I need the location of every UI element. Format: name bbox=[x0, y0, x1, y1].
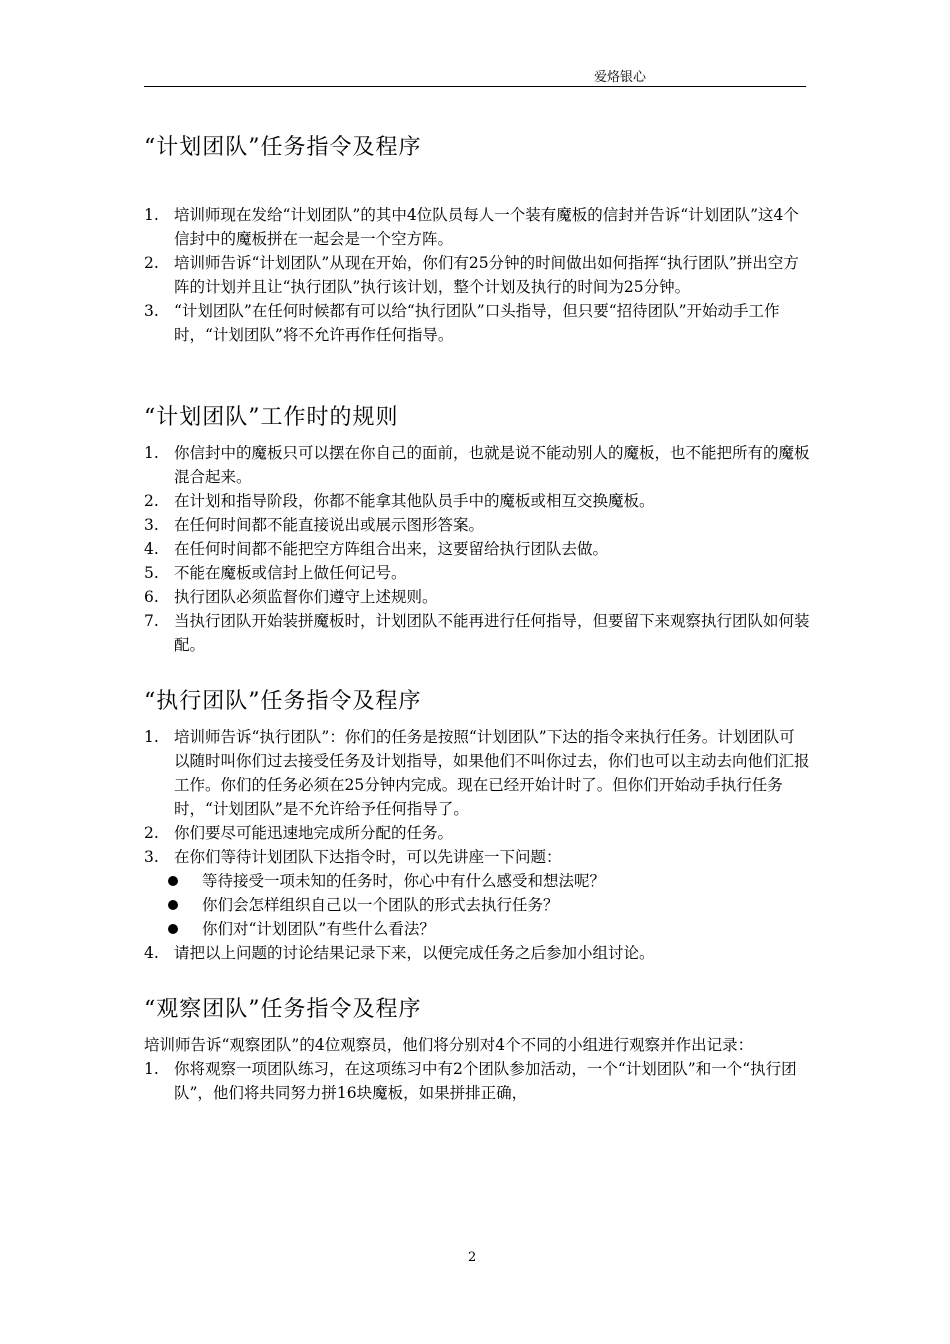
list-text: 执行团队必须监督你们遵守上述规则。 bbox=[174, 588, 438, 606]
exec-task-list-continued bbox=[144, 941, 810, 965]
list-text: 你信封中的魔板只可以摆在你自己的面前，也就是说不能动别人的魔板，也不能把所有的魔板混合起来。 bbox=[174, 444, 810, 486]
bullet-dot-icon bbox=[168, 924, 178, 934]
document-body bbox=[144, 130, 810, 1105]
bullet-item bbox=[144, 893, 810, 917]
list-item bbox=[144, 513, 810, 537]
list-text: 在计划和指导阶段，你都不能拿其他队员手中的魔板或相互交换魔板。 bbox=[174, 492, 655, 510]
list-number: 6. bbox=[144, 588, 159, 606]
list-number: 2. bbox=[144, 824, 159, 842]
exec-task-list bbox=[144, 725, 810, 869]
bullet-text: 你们会怎样组织自己以一个团队的形式去执行任务？ bbox=[202, 896, 559, 914]
section-title-plan-rules: “计划团队”工作时的规则 bbox=[144, 405, 399, 430]
bullet-text: 你们对“计划团队”有些什么看法？ bbox=[202, 920, 435, 938]
list-number: 3. bbox=[144, 516, 159, 534]
list-text: “计划团队”在任何时候都有可以给“执行团队”口头指导，但只要“招待团队”开始动手工作时，“计划团队”将不允许再作任何指导。 bbox=[174, 302, 780, 344]
list-number: 4. bbox=[144, 540, 159, 558]
list-item bbox=[144, 203, 810, 251]
list-text: 在任何时间都不能把空方阵组合出来，这要留给执行团队去做。 bbox=[174, 540, 609, 558]
list-text: 你将观察一项团队练习，在这项练习中有2个团队参加活动，一个“计划团队”和一个“执行团队”，他们将共同努力拼16块魔板，如果拼排正确， bbox=[174, 1060, 797, 1102]
section-title-exec-task: “执行团队”任务指令及程序 bbox=[144, 689, 422, 714]
list-item bbox=[144, 251, 810, 299]
list-item bbox=[144, 489, 810, 513]
plan-task-list bbox=[144, 203, 810, 347]
bullet-item bbox=[144, 869, 810, 893]
list-item bbox=[144, 725, 810, 821]
section-title-plan-task: “计划团队”任务指令及程序 bbox=[144, 135, 422, 160]
list-item bbox=[144, 941, 810, 965]
list-item bbox=[144, 299, 810, 347]
list-number: 5. bbox=[144, 564, 159, 582]
list-text: 当执行团队开始装拼魔板时，计划团队不能再进行任何指导，但要留下来观察执行团队如何装配。 bbox=[174, 612, 810, 654]
list-number: 4. bbox=[144, 944, 159, 962]
list-item bbox=[144, 441, 810, 489]
list-number: 1. bbox=[144, 728, 159, 746]
list-item bbox=[144, 821, 810, 845]
list-text: 培训师告诉“计划团队”从现在开始，你们有25分钟的时间做出如何指挥“执行团队”拼出空方阵的计划并且让“执行团队”执行该计划，整个计划及执行的时间为25分钟。 bbox=[174, 254, 799, 296]
bullet-text: 等待接受一项未知的任务时，你心中有什么感受和想法呢？ bbox=[202, 872, 606, 890]
list-number: 2. bbox=[144, 492, 159, 510]
header-text: 爱烙银心 bbox=[594, 70, 647, 85]
list-item bbox=[144, 1057, 810, 1105]
observe-intro: 培训师告诉“观察团队”的4位观察员，他们将分别对4个不同的小组进行观察并作出记录： bbox=[144, 1036, 754, 1054]
list-text: 不能在魔板或信封上做任何记号。 bbox=[174, 564, 407, 582]
bullet-dot-icon bbox=[168, 900, 178, 910]
list-number: 1. bbox=[144, 206, 159, 224]
list-item bbox=[144, 609, 810, 657]
bullet-dot-icon bbox=[168, 876, 178, 886]
list-number: 2. bbox=[144, 254, 159, 272]
list-item bbox=[144, 845, 810, 869]
list-text: 在你们等待计划团队下达指令时，可以先讲座一下问题： bbox=[174, 848, 562, 866]
exec-question-bullets bbox=[144, 869, 810, 941]
list-text: 培训师告诉“执行团队”：你们的任务是按照“计划团队”下达的指令来执行任务。计划团队可以随时叫你们过去接受任务及计划指导，如果他们不叫你过去，你们也可以主动去向他们汇报工作。你们的任务必须在25分钟内完成。现在已经开始计时了。但你们开始动手执行任务时，“计划团队”是不允许给予任何指导了。 bbox=[174, 728, 810, 818]
observe-task-list bbox=[144, 1057, 810, 1105]
header-rule bbox=[144, 86, 806, 87]
plan-rules-list bbox=[144, 441, 810, 657]
list-number: 1. bbox=[144, 1060, 159, 1078]
bullet-item bbox=[144, 917, 810, 941]
page-number: 2 bbox=[468, 1250, 477, 1265]
list-number: 3. bbox=[144, 302, 159, 320]
list-text: 培训师现在发给“计划团队”的其中4位队员每人一个装有魔板的信封并告诉“计划团队”这4个信封中的魔板拼在一起会是一个空方阵。 bbox=[174, 206, 799, 248]
list-number: 3. bbox=[144, 848, 159, 866]
list-item bbox=[144, 537, 810, 561]
list-text: 在任何时间都不能直接说出或展示图形答案。 bbox=[174, 516, 485, 534]
list-text: 你们要尽可能迅速地完成所分配的任务。 bbox=[174, 824, 454, 842]
list-number: 7. bbox=[144, 612, 159, 630]
section-title-observe-task: “观察团队”任务指令及程序 bbox=[144, 997, 422, 1022]
list-number: 1. bbox=[144, 444, 159, 462]
list-item bbox=[144, 585, 810, 609]
list-item bbox=[144, 561, 810, 585]
list-text: 请把以上问题的讨论结果记录下来，以便完成任务之后参加小组讨论。 bbox=[174, 944, 655, 962]
